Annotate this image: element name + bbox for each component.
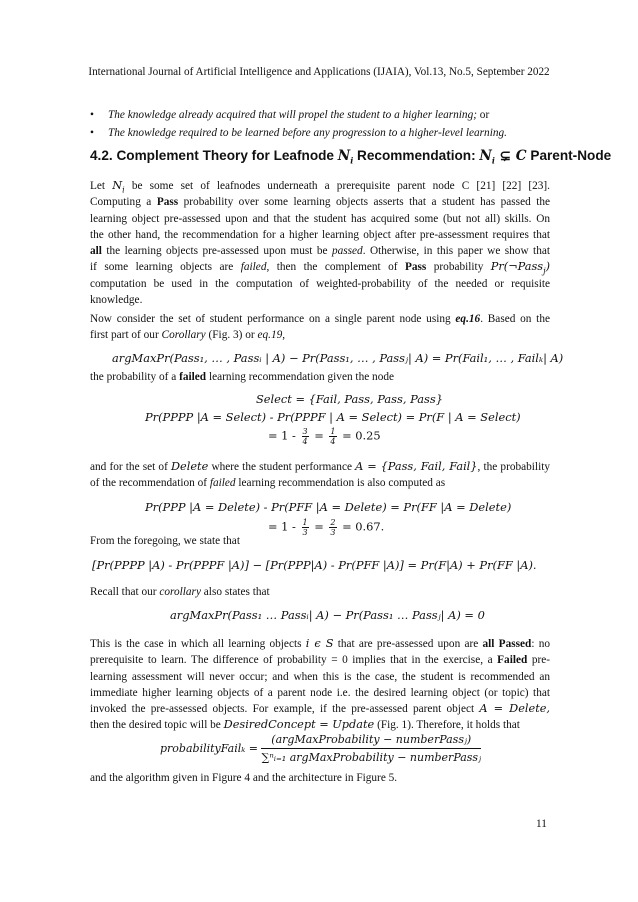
bullet-dot-icon: •: [90, 109, 94, 121]
section-number: 4.2.: [90, 148, 113, 163]
section-title-2: Recommendation:: [357, 148, 476, 163]
bullet-dot-icon: •: [90, 127, 94, 139]
paragraph-failed-recommendation: [90, 369, 550, 385]
text-line: knowledge.: [90, 294, 143, 307]
text-line: the probability of a failed learning recommendation given the node: [90, 371, 395, 383]
paragraph-closing: [90, 770, 550, 786]
bullet-text: The knowledge required to be learned before any progression to a higher-level learning.: [108, 127, 507, 139]
text-line: Computing a Pass probability over some learning objects asserts that a student has passed the: [90, 196, 551, 209]
text-line: immediate higher learning objects of a parent node i.e. the desired learning object (or topic) that: [90, 686, 550, 699]
text-line: then the desired topic will be DesiredConcept = Update (Fig. 1). Therefore, it holds that: [90, 718, 520, 732]
section-title: Complement Theory for Leafnode: [116, 148, 334, 163]
text-line: of the recommendation of failed learning recommendation is also computed as: [90, 477, 446, 490]
text-line: learning assessment will never occur; and when this is the case, the student is recommended an: [90, 670, 550, 683]
text-line: From the foregoing, we state that: [90, 535, 240, 547]
paragraph-let: [90, 178, 550, 308]
paragraph-now-consider: [90, 311, 550, 344]
equation-argmax: argMaxPr(Pass₁, … , Passᵢ | A) − Pr(Pass₁, … , Passⱼ| A) = Pr(Fail₁, … , Failₖ| A): [112, 351, 564, 365]
page-number: 11: [536, 818, 547, 830]
text-line: and the algorithm given in Figure 4 and the architecture in Figure 5.: [90, 772, 398, 784]
paragraph-delete-set: [90, 459, 550, 492]
text-line: computation be used in the computation of weighted-probability of the needed or requisite: [90, 277, 550, 290]
heading-math-ni: $N_i$: [337, 148, 354, 166]
equation-delete-result: = 1 - $\frac{1}{3}$ = $\frac{2}{3}$ = 0.67.: [268, 518, 385, 537]
text-line: Recall that our corollary also states that: [90, 586, 270, 598]
text-line: all the learning objects pre-assessed upon must be passed. Otherwise, in this paper we show that: [90, 245, 550, 258]
text-line: invoked the pre-assessed objects. For example, if the pre-assessed parent object A = Delete,: [90, 702, 551, 716]
bullet-item: [90, 106, 568, 124]
bullet-list: [90, 106, 568, 142]
equation-probability-fail: probabilityFailₖ = (argMaxProbability − numberPassⱼ) ∑ⁿᵢ₌₁ argMaxProbability − numberPassⱼ: [160, 733, 481, 764]
paragraph-foregoing: [90, 533, 550, 549]
equation-recall: argMaxPr(Pass₁ … Passᵢ| A) − Pr(Pass₁ … Passⱼ| A) = 0: [170, 608, 485, 622]
text-line: if some learning objects are failed, then the complement of Pass probability Pr(¬Pass$_j$): [90, 260, 550, 276]
bullet-trail: or: [476, 109, 490, 121]
paragraph-all-passed: [90, 636, 550, 734]
text-line: Let $N_i$ be some set of leafnodes underneath a prerequisite parent node C [21] [22] [23].: [90, 179, 551, 195]
section-title-3: Parent-Node: [530, 148, 612, 163]
equation-select-probability: Pr(PPPP |A = Select) - Pr(PPPF | A = Select) = Pr(F | A = Select): [145, 410, 521, 424]
text-line: prerequisite to learn. The difference of probability = 0 implies that in the exercise, a Failed pre-: [90, 654, 551, 667]
bullet-item: [90, 124, 568, 142]
equation-delete-probability: Pr(PPP |A = Delete) - Pr(PFF |A = Delete) = Pr(FF |A = Delete): [145, 500, 512, 514]
text-line: first part of our Corollary (Fig. 3) or eq.19,: [90, 329, 286, 342]
journal-header: International Journal of Artificial Intelligence and Applications (IJAIA), Vol.13, No.5, September 2022: [88, 66, 550, 78]
text-line: Now consider the set of student performance on a single parent node using eq.16. Based on the: [90, 313, 550, 325]
equation-select-set: Select = {Fail, Pass, Pass, Pass}: [256, 392, 443, 406]
equation-foregoing: [Pr(PPPP |A) - Pr(PPPF |A)] − [Pr(PPP|A) - Pr(PFF |A)] = Pr(F|A) + Pr(FF |A).: [92, 558, 537, 572]
text-line: and for the set of Delete where the student performance A = {Pass, Fail, Fail}, the probability: [90, 460, 550, 473]
paragraph-recall: [90, 584, 550, 600]
text-line: the other hand, the recommendation for a higher learning object after pre-assessment requires that: [90, 228, 550, 241]
text-line: learning object pre-assessed upon and that the student has acquired some (but not all) skills. On: [90, 212, 550, 225]
heading-math-subset: $N_i$ ⊊ C: [479, 148, 527, 166]
equation-select-result: = 1 - $\frac{3}{4}$ = $\frac{1}{4}$ = 0.25: [268, 427, 381, 446]
section-heading: [90, 148, 612, 166]
text-line: This is the case in which all learning objects i ϵ S that are pre-assessed upon are all Passed: no: [90, 637, 551, 650]
bullet-text: The knowledge already acquired that will propel the student to a higher learning;: [108, 109, 477, 121]
